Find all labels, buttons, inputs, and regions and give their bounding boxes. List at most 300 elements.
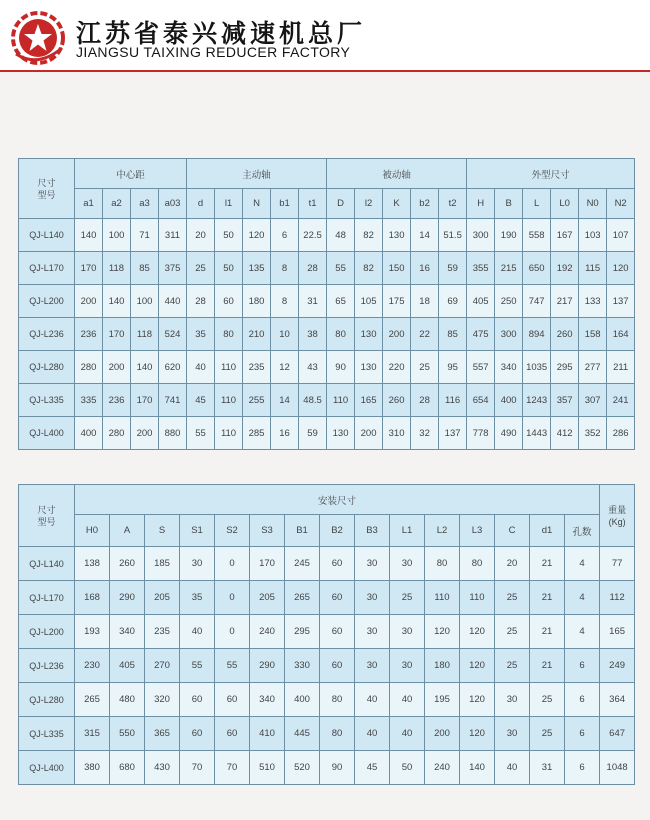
- table2-model-cell: QJ-L140: [19, 547, 75, 581]
- table2-value-cell: 25: [530, 683, 565, 717]
- table1-value-cell: 103: [579, 219, 607, 252]
- table1-value-cell: 167: [551, 219, 579, 252]
- table1-value-cell: 69: [439, 285, 467, 318]
- table1-value-cell: 115: [579, 252, 607, 285]
- table2-value-cell: 40: [355, 683, 390, 717]
- table2-row: [19, 717, 635, 751]
- table2-column-header: H0: [75, 515, 110, 547]
- table2-value-cell: 60: [180, 717, 215, 751]
- table2-value-cell: 90: [320, 751, 355, 785]
- table1-value-cell: 65: [327, 285, 355, 318]
- table1-value-cell: 158: [579, 318, 607, 351]
- table1-value-cell: 50: [215, 219, 243, 252]
- table1-column-header: d: [187, 189, 215, 219]
- table2-value-cell: 405: [110, 649, 145, 683]
- table1-value-cell: 135: [243, 252, 271, 285]
- table1-column-header: b2: [411, 189, 439, 219]
- table1-value-cell: 32: [411, 417, 439, 450]
- table1-value-cell: 295: [551, 351, 579, 384]
- table2-value-cell: 205: [145, 581, 180, 615]
- table1-column-header: L0: [551, 189, 579, 219]
- table1-group-header: 主动轴: [187, 159, 327, 189]
- table1-value-cell: 10: [271, 318, 299, 351]
- table1-value-cell: 165: [355, 384, 383, 417]
- table1-model-cell: QJ-L236: [19, 318, 75, 351]
- table1-value-cell: 241: [607, 384, 635, 417]
- table1-column-header: D: [327, 189, 355, 219]
- table1-value-cell: 59: [439, 252, 467, 285]
- table1-value-cell: 71: [131, 219, 159, 252]
- table2-weight-cell: 249: [600, 649, 635, 683]
- table2-value-cell: 230: [75, 649, 110, 683]
- table1-value-cell: 51.5: [439, 219, 467, 252]
- table2-value-cell: 30: [390, 615, 425, 649]
- table1-column-header: a1: [75, 189, 103, 219]
- table1-value-cell: 18: [411, 285, 439, 318]
- table2-value-cell: 270: [145, 649, 180, 683]
- company-name-cn: 江苏省泰兴减速机总厂: [76, 19, 367, 48]
- table1-value-cell: 45: [187, 384, 215, 417]
- table1-value-cell: 475: [467, 318, 495, 351]
- table1-value-cell: 200: [355, 417, 383, 450]
- table2-value-cell: 340: [110, 615, 145, 649]
- table2-value-cell: 55: [215, 649, 250, 683]
- table2-value-cell: 55: [180, 649, 215, 683]
- table2-column-header: d1: [530, 515, 565, 547]
- table2-value-cell: 120: [460, 615, 495, 649]
- table1-column-header: K: [383, 189, 411, 219]
- table1-value-cell: 140: [103, 285, 131, 318]
- table2-value-cell: 21: [530, 581, 565, 615]
- table2-corner-label-model: 型号: [37, 516, 56, 527]
- table1-column-header: t1: [299, 189, 327, 219]
- table2-row: [19, 649, 635, 683]
- table2-column-header: L3: [460, 515, 495, 547]
- table1-value-cell: 133: [579, 285, 607, 318]
- table2-weight-unit: (Kg): [608, 516, 626, 527]
- table1-value-cell: 118: [131, 318, 159, 351]
- table2-row: [19, 683, 635, 717]
- table1-value-cell: 355: [467, 252, 495, 285]
- table1-value-cell: 307: [579, 384, 607, 417]
- table1-value-cell: 110: [215, 351, 243, 384]
- table1-value-cell: 340: [495, 351, 523, 384]
- table2-column-header: B3: [355, 515, 390, 547]
- table2-value-cell: 180: [425, 649, 460, 683]
- table2-value-cell: 21: [530, 547, 565, 581]
- table1-value-cell: 28: [299, 252, 327, 285]
- table1-value-cell: 118: [103, 252, 131, 285]
- table1-value-cell: 8: [271, 285, 299, 318]
- table2-column-header: S2: [215, 515, 250, 547]
- table1-value-cell: 357: [551, 384, 579, 417]
- table2-value-cell: 430: [145, 751, 180, 785]
- table2-value-cell: 30: [355, 547, 390, 581]
- table1-value-cell: 16: [271, 417, 299, 450]
- table2-corner-header: [19, 485, 75, 547]
- table1-value-cell: 310: [383, 417, 411, 450]
- table2-value-cell: 60: [180, 683, 215, 717]
- table2-value-cell: 60: [320, 547, 355, 581]
- table2-value-cell: 265: [75, 683, 110, 717]
- table2-model-cell: QJ-L335: [19, 717, 75, 751]
- table2-value-cell: 240: [425, 751, 460, 785]
- table2-group-header: 安装尺寸: [75, 485, 600, 515]
- table1-value-cell: 440: [159, 285, 187, 318]
- table2-value-cell: 35: [180, 581, 215, 615]
- table1-column-header: N2: [607, 189, 635, 219]
- table2-group-header-row: [19, 485, 635, 515]
- table1-model-cell: QJ-L140: [19, 219, 75, 252]
- table2-value-cell: 138: [75, 547, 110, 581]
- table1-group-header: 被动轴: [327, 159, 467, 189]
- table1-value-cell: 250: [495, 285, 523, 318]
- table1-row: [19, 318, 635, 351]
- table1-value-cell: 192: [551, 252, 579, 285]
- table2-column-header: B2: [320, 515, 355, 547]
- table1-value-cell: 130: [327, 417, 355, 450]
- table2-value-cell: 40: [355, 717, 390, 751]
- table2-value-cell: 330: [285, 649, 320, 683]
- table1-value-cell: 524: [159, 318, 187, 351]
- table1-value-cell: 107: [607, 219, 635, 252]
- table2-value-cell: 193: [75, 615, 110, 649]
- table2-value-cell: 30: [390, 649, 425, 683]
- table1-value-cell: 217: [551, 285, 579, 318]
- table1-value-cell: 48: [327, 219, 355, 252]
- table1-value-cell: 22: [411, 318, 439, 351]
- table2-value-cell: 0: [215, 581, 250, 615]
- page-header: [0, 0, 650, 72]
- table1-value-cell: 16: [411, 252, 439, 285]
- table2-value-cell: 550: [110, 717, 145, 751]
- table2-value-cell: 520: [285, 751, 320, 785]
- table2-value-cell: 60: [320, 581, 355, 615]
- table1-value-cell: 211: [607, 351, 635, 384]
- table1-value-cell: 311: [159, 219, 187, 252]
- table1-value-cell: 1035: [523, 351, 551, 384]
- table2-row: [19, 751, 635, 785]
- table1-value-cell: 405: [467, 285, 495, 318]
- table1-column-header: N: [243, 189, 271, 219]
- table2-value-cell: 4: [565, 547, 600, 581]
- table2-weight-cell: 112: [600, 581, 635, 615]
- table2-weight-cell: 165: [600, 615, 635, 649]
- table1-value-cell: 28: [187, 285, 215, 318]
- table2-value-cell: 70: [215, 751, 250, 785]
- table1-value-cell: 200: [131, 417, 159, 450]
- table2-column-header-row: [19, 515, 635, 547]
- table1-row: [19, 219, 635, 252]
- table1-value-cell: 335: [75, 384, 103, 417]
- table1-value-cell: 116: [439, 384, 467, 417]
- company-logo: [8, 8, 68, 68]
- table1-value-cell: 215: [495, 252, 523, 285]
- table1-column-header: H: [467, 189, 495, 219]
- table2-value-cell: 30: [355, 615, 390, 649]
- table2-weight-cell: 1048: [600, 751, 635, 785]
- table1-value-cell: 170: [75, 252, 103, 285]
- table1-value-cell: 80: [215, 318, 243, 351]
- table1-value-cell: 110: [215, 417, 243, 450]
- table1-corner-label-size: 尺寸: [37, 177, 56, 188]
- table2-model-cell: QJ-L200: [19, 615, 75, 649]
- table2-value-cell: 110: [425, 581, 460, 615]
- table2-value-cell: 205: [250, 581, 285, 615]
- table1-column-header: N0: [579, 189, 607, 219]
- table2-weight-cell: 647: [600, 717, 635, 751]
- table1-column-header: t2: [439, 189, 467, 219]
- table1-value-cell: 28: [411, 384, 439, 417]
- table1-value-cell: 236: [75, 318, 103, 351]
- table2-value-cell: 4: [565, 615, 600, 649]
- table2-column-header: L2: [425, 515, 460, 547]
- table2-value-cell: 30: [355, 649, 390, 683]
- table2-value-cell: 340: [250, 683, 285, 717]
- table1-value-cell: 82: [355, 219, 383, 252]
- table1-value-cell: 43: [299, 351, 327, 384]
- table1-model-cell: QJ-L200: [19, 285, 75, 318]
- table1-group-header: 外型尺寸: [467, 159, 635, 189]
- table2-value-cell: 400: [285, 683, 320, 717]
- table2-value-cell: 380: [75, 751, 110, 785]
- table1-value-cell: 14: [271, 384, 299, 417]
- table2-value-cell: 265: [285, 581, 320, 615]
- table1-value-cell: 59: [299, 417, 327, 450]
- table2-value-cell: 365: [145, 717, 180, 751]
- table1-value-cell: 260: [383, 384, 411, 417]
- table2-value-cell: 290: [250, 649, 285, 683]
- table2-value-cell: 445: [285, 717, 320, 751]
- table1-value-cell: 412: [551, 417, 579, 450]
- table2-value-cell: 6: [565, 649, 600, 683]
- table2-value-cell: 30: [495, 717, 530, 751]
- table1-value-cell: 85: [131, 252, 159, 285]
- table2-value-cell: 6: [565, 751, 600, 785]
- table2-value-cell: 25: [495, 649, 530, 683]
- table1-value-cell: 654: [467, 384, 495, 417]
- table2-value-cell: 240: [250, 615, 285, 649]
- table1-value-cell: 558: [523, 219, 551, 252]
- spec-table-dimensions: [18, 158, 635, 450]
- header-divider: [0, 70, 650, 72]
- table2-column-header: C: [495, 515, 530, 547]
- table2-column-header: A: [110, 515, 145, 547]
- table2-value-cell: 45: [355, 751, 390, 785]
- table1-value-cell: 220: [383, 351, 411, 384]
- table1-value-cell: 557: [467, 351, 495, 384]
- table2-value-cell: 20: [495, 547, 530, 581]
- table2-value-cell: 80: [460, 547, 495, 581]
- table1-value-cell: 236: [103, 384, 131, 417]
- table2-value-cell: 0: [215, 615, 250, 649]
- table1-value-cell: 50: [215, 252, 243, 285]
- table1-value-cell: 20: [187, 219, 215, 252]
- table1-model-cell: QJ-L280: [19, 351, 75, 384]
- table2-column-header: S3: [250, 515, 285, 547]
- table2-column-header: S1: [180, 515, 215, 547]
- table1-value-cell: 95: [439, 351, 467, 384]
- table2-value-cell: 140: [460, 751, 495, 785]
- table1-column-header: a03: [159, 189, 187, 219]
- table1-value-cell: 894: [523, 318, 551, 351]
- table1-value-cell: 300: [467, 219, 495, 252]
- table2-value-cell: 185: [145, 547, 180, 581]
- table1-value-cell: 25: [187, 252, 215, 285]
- spec-table-installation: [18, 484, 635, 785]
- table1-value-cell: 80: [327, 318, 355, 351]
- table2-value-cell: 295: [285, 615, 320, 649]
- table2-value-cell: 60: [215, 717, 250, 751]
- table1-group-header-row: [19, 159, 635, 189]
- table1-value-cell: 60: [215, 285, 243, 318]
- table1-value-cell: 286: [607, 417, 635, 450]
- table2-value-cell: 60: [320, 649, 355, 683]
- table2-value-cell: 195: [425, 683, 460, 717]
- table2-weight-label: 重量: [608, 504, 627, 515]
- table1-value-cell: 120: [243, 219, 271, 252]
- table2-value-cell: 410: [250, 717, 285, 751]
- table1-value-cell: 400: [495, 384, 523, 417]
- table2-value-cell: 60: [320, 615, 355, 649]
- table1-value-cell: 210: [243, 318, 271, 351]
- table1-value-cell: 55: [187, 417, 215, 450]
- table2-value-cell: 40: [390, 717, 425, 751]
- table1-value-cell: 140: [131, 351, 159, 384]
- table2-value-cell: 60: [215, 683, 250, 717]
- table1-value-cell: 55: [327, 252, 355, 285]
- table1-value-cell: 170: [131, 384, 159, 417]
- table1-value-cell: 100: [131, 285, 159, 318]
- table2-corner-label-size: 尺寸: [37, 504, 56, 515]
- table1-value-cell: 40: [187, 351, 215, 384]
- table2-weight-header: [600, 485, 635, 547]
- table2-value-cell: 680: [110, 751, 145, 785]
- table2-column-header: L1: [390, 515, 425, 547]
- table1-value-cell: 140: [75, 219, 103, 252]
- table1-group-header: 中心距: [75, 159, 187, 189]
- table1-value-cell: 200: [103, 351, 131, 384]
- table1-value-cell: 170: [103, 318, 131, 351]
- table1-value-cell: 285: [243, 417, 271, 450]
- table1-value-cell: 6: [271, 219, 299, 252]
- table1-value-cell: 1443: [523, 417, 551, 450]
- table1-value-cell: 778: [467, 417, 495, 450]
- table1-value-cell: 235: [243, 351, 271, 384]
- table1-value-cell: 260: [551, 318, 579, 351]
- table1-value-cell: 352: [579, 417, 607, 450]
- table2-column-header: 孔数: [565, 515, 600, 547]
- table2-value-cell: 120: [460, 717, 495, 751]
- table1-model-cell: QJ-L335: [19, 384, 75, 417]
- table1-value-cell: 8: [271, 252, 299, 285]
- table2-value-cell: 21: [530, 615, 565, 649]
- table1-column-header: l1: [215, 189, 243, 219]
- table1-value-cell: 85: [439, 318, 467, 351]
- table2-value-cell: 30: [495, 683, 530, 717]
- table1-column-header: a2: [103, 189, 131, 219]
- table2-model-cell: QJ-L280: [19, 683, 75, 717]
- table1-column-header: l2: [355, 189, 383, 219]
- table1-row: [19, 351, 635, 384]
- table1-value-cell: 180: [243, 285, 271, 318]
- table2-value-cell: 80: [320, 683, 355, 717]
- table1-value-cell: 14: [411, 219, 439, 252]
- table2-value-cell: 25: [495, 581, 530, 615]
- table2-value-cell: 25: [530, 717, 565, 751]
- table2-value-cell: 320: [145, 683, 180, 717]
- table2-model-cell: QJ-L400: [19, 751, 75, 785]
- table2-column-header: S: [145, 515, 180, 547]
- table1-value-cell: 110: [327, 384, 355, 417]
- table1-value-cell: 880: [159, 417, 187, 450]
- table1-model-cell: QJ-L170: [19, 252, 75, 285]
- table2-value-cell: 40: [180, 615, 215, 649]
- table1-value-cell: 747: [523, 285, 551, 318]
- table1-value-cell: 137: [607, 285, 635, 318]
- table2-value-cell: 260: [110, 547, 145, 581]
- table1-value-cell: 300: [495, 318, 523, 351]
- table1-value-cell: 48.5: [299, 384, 327, 417]
- table1-row: [19, 384, 635, 417]
- table1-value-cell: 130: [383, 219, 411, 252]
- table1-value-cell: 35: [187, 318, 215, 351]
- table1-corner-header: [19, 159, 75, 219]
- table1-value-cell: 164: [607, 318, 635, 351]
- table1-row: [19, 285, 635, 318]
- table1-value-cell: 130: [355, 318, 383, 351]
- table1-value-cell: 280: [75, 351, 103, 384]
- table1-value-cell: 175: [383, 285, 411, 318]
- table1-column-header: b1: [271, 189, 299, 219]
- table1-value-cell: 25: [411, 351, 439, 384]
- table2-value-cell: 290: [110, 581, 145, 615]
- table2-value-cell: 21: [530, 649, 565, 683]
- table1-value-cell: 130: [355, 351, 383, 384]
- company-name-en: JIANGSU TAIXING REDUCER FACTORY: [76, 44, 351, 60]
- table1-value-cell: 120: [607, 252, 635, 285]
- table2-value-cell: 30: [355, 581, 390, 615]
- table2-value-cell: 170: [250, 547, 285, 581]
- table2-value-cell: 235: [145, 615, 180, 649]
- table1-value-cell: 137: [439, 417, 467, 450]
- table1-column-header-row: [19, 189, 635, 219]
- table2-column-header: B1: [285, 515, 320, 547]
- table2-value-cell: 480: [110, 683, 145, 717]
- table1-model-cell: QJ-L400: [19, 417, 75, 450]
- table2-value-cell: 50: [390, 751, 425, 785]
- table2-value-cell: 25: [390, 581, 425, 615]
- table2-value-cell: 120: [460, 683, 495, 717]
- table1-value-cell: 200: [383, 318, 411, 351]
- table1-value-cell: 255: [243, 384, 271, 417]
- table2-value-cell: 6: [565, 683, 600, 717]
- table1-column-header: B: [495, 189, 523, 219]
- table1-value-cell: 490: [495, 417, 523, 450]
- table1-row: [19, 417, 635, 450]
- table2-value-cell: 30: [390, 547, 425, 581]
- table1-value-cell: 741: [159, 384, 187, 417]
- table2-value-cell: 200: [425, 717, 460, 751]
- table2-model-cell: QJ-L236: [19, 649, 75, 683]
- table1-value-cell: 82: [355, 252, 383, 285]
- table1-value-cell: 200: [75, 285, 103, 318]
- table1-column-header: L: [523, 189, 551, 219]
- table1-value-cell: 12: [271, 351, 299, 384]
- table2-value-cell: 168: [75, 581, 110, 615]
- table2-row: [19, 615, 635, 649]
- table1-row: [19, 252, 635, 285]
